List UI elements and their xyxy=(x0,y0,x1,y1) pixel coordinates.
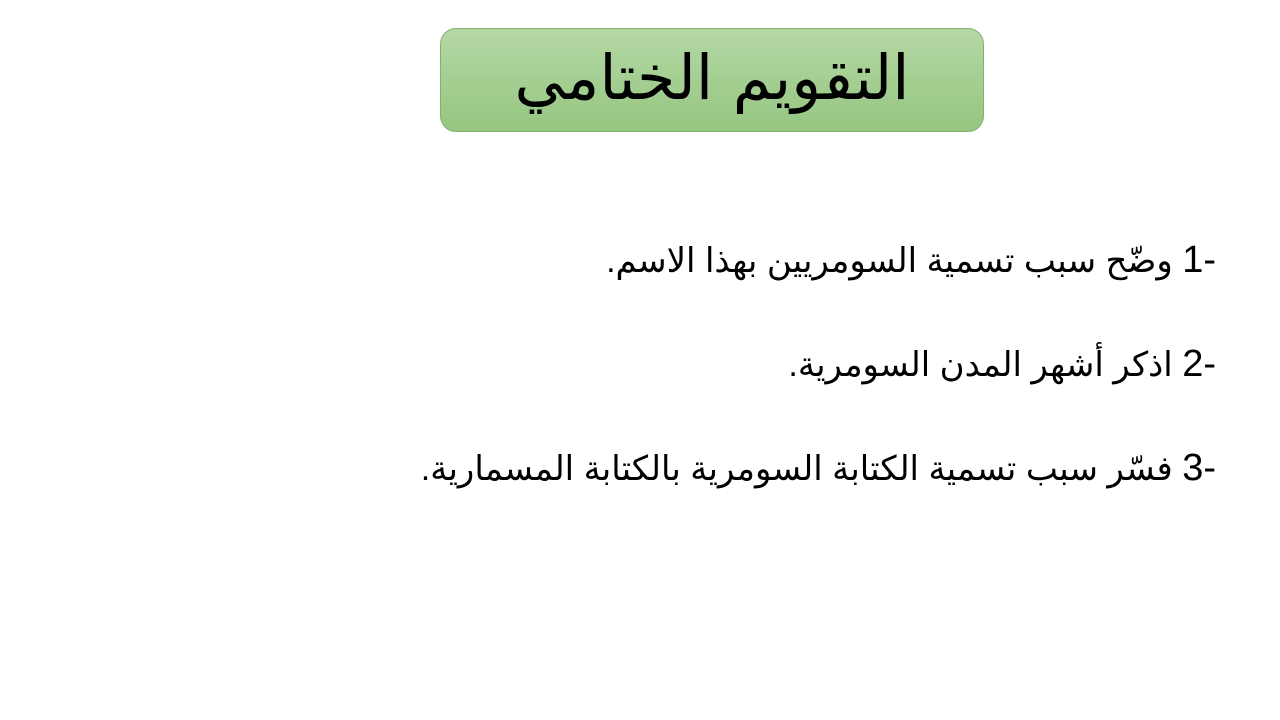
title-box xyxy=(440,28,984,132)
questions-list xyxy=(316,236,1216,548)
question-item-2 xyxy=(316,340,1216,388)
question-item-3 xyxy=(316,444,1216,492)
question-number: 3- xyxy=(1182,447,1216,489)
question-text: فسّر سبب تسمية الكتابة السومرية بالكتابة المسمارية. xyxy=(420,450,1173,488)
question-number: 1- xyxy=(1182,239,1216,281)
slide-title: التقويم الختامي xyxy=(514,41,910,114)
question-text: وضّح سبب تسمية السومريين بهذا الاسم. xyxy=(606,242,1173,280)
question-item-1 xyxy=(316,236,1216,284)
question-text: اذكر أشهر المدن السومرية. xyxy=(788,346,1173,384)
question-number: 2- xyxy=(1182,343,1216,385)
